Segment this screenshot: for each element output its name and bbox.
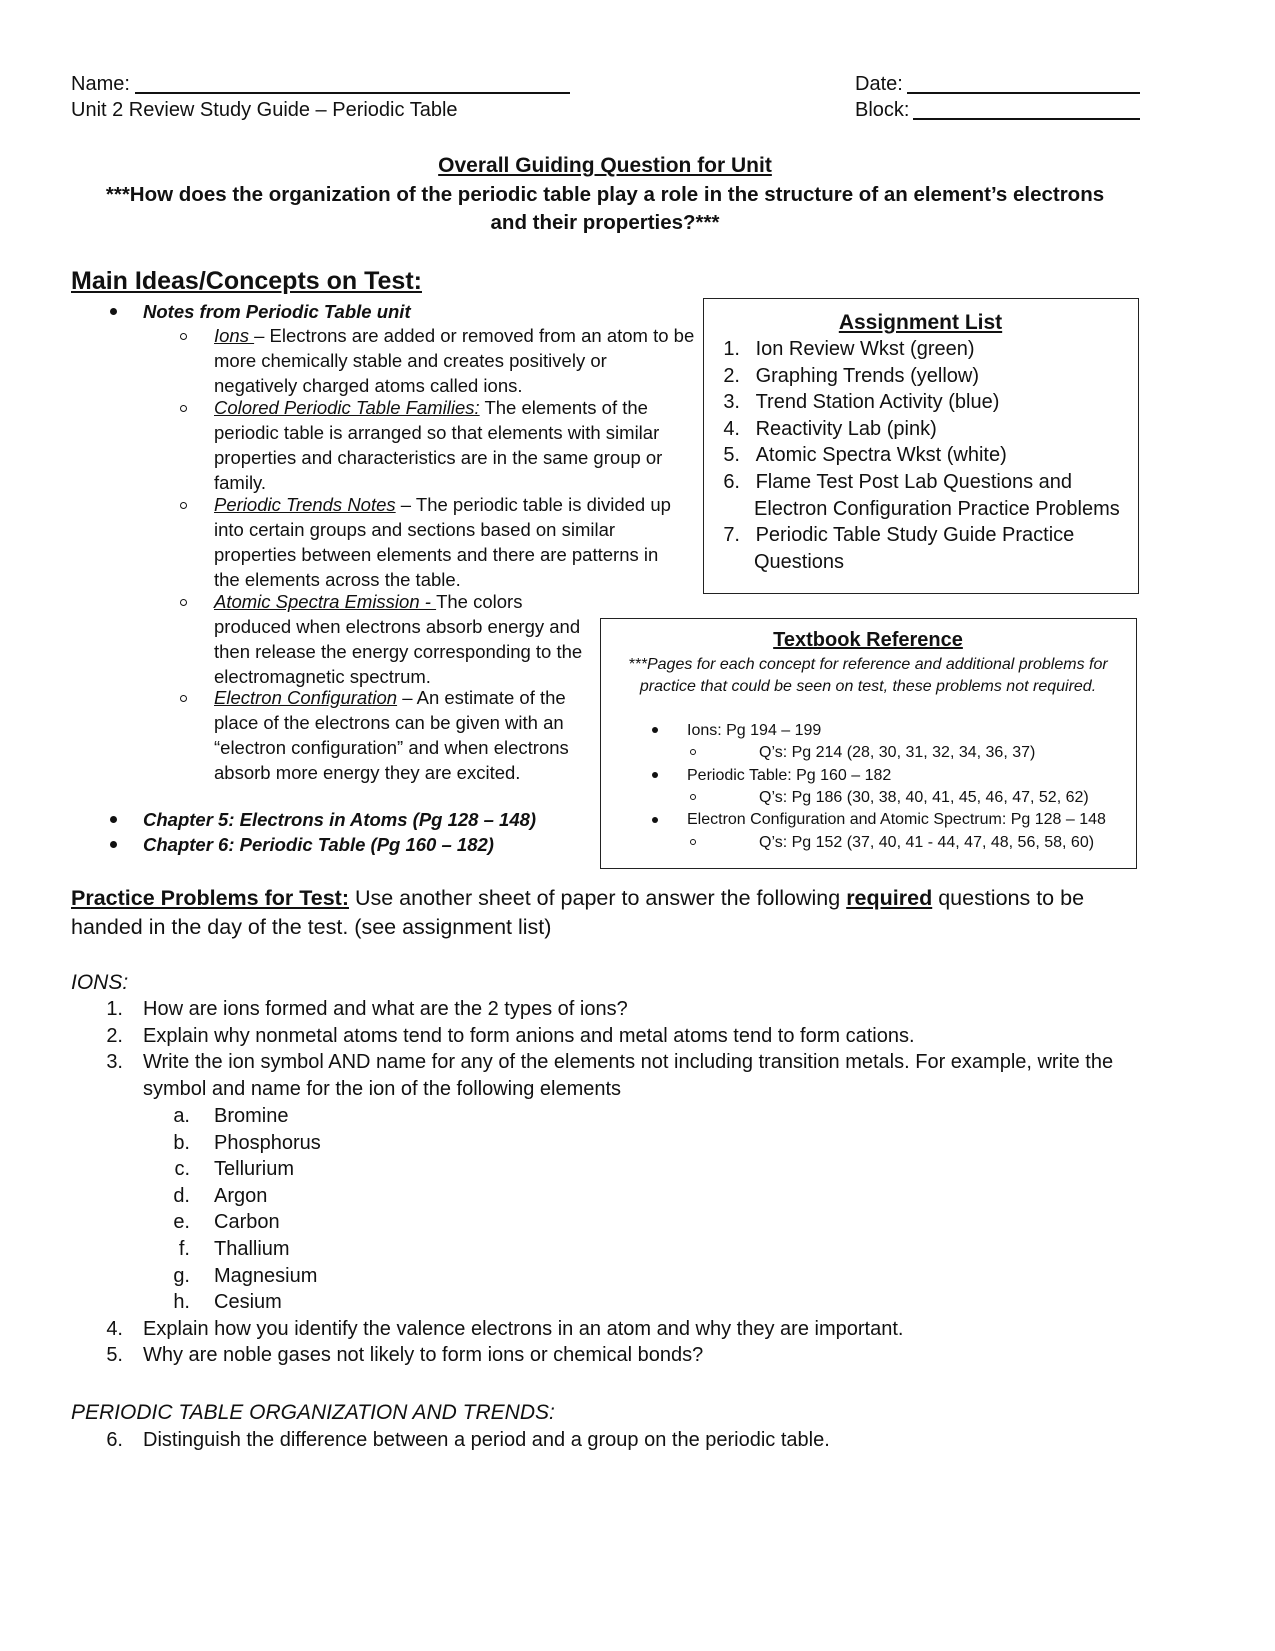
textbook-note-line2: practice that could be seen on test, these problems not required. [639,678,1097,695]
question-number: 5. [106,1344,123,1366]
guiding-question-line2: and their properties?*** [490,211,720,234]
assignment-list-heading: Assignment List [838,311,1003,334]
textbook-note-line1: ***Pages for each concept for reference and additional problems for [628,656,1108,673]
block-field-line[interactable] [913,118,1140,120]
question-4: Explain how you identify the valence electrons in an atom and why they are important. [143,1318,904,1340]
assignment-item: 2. Graphing Trends (yellow) [723,365,979,387]
reference-topic-periodic-table: Periodic Table: Pg 160 – 182 [687,767,892,784]
bullet-icon [652,817,658,823]
practice-intro: Practice Problems for Test: Use another sheet of paper to answer the following required questions to be [71,886,1085,910]
assignment-item-continued: Questions [754,551,845,573]
bullet-icon [110,308,117,315]
question-number: 3. [106,1051,123,1073]
concept-colored-families: Colored Periodic Table Families: The elements of the periodic table is arranged so that elements with similar properties and characteristics are in the same group or family. [214,397,663,493]
assignment-item: 6. Flame Test Post Lab Questions and [723,471,1073,493]
textbook-reference-box [600,618,1137,869]
chapter5-reference: Chapter 5: Electrons in Atoms (Pg 128 – 148) [143,809,537,830]
assignment-item: 5. Atomic Spectra Wkst (white) [723,444,1007,466]
guiding-question-line1: ***How does the organization of the periodic table play a role in the structure of an element’s electrons [105,183,1105,206]
notes-title: Notes from Periodic Table unit [143,301,411,322]
name-label: Name: [71,73,130,95]
question-number: 2. [106,1025,123,1047]
question-3-line2: symbol and name for the ion of the following elements [143,1078,622,1100]
guiding-heading: Overall Guiding Question for Unit [438,154,772,177]
reference-questions-periodic-table: Q’s: Pg 186 (30, 38, 40, 41, 45, 46, 47, 52, 62) [759,789,1089,806]
circle-bullet-icon [180,502,187,509]
reference-questions-electron-configuration: Q’s: Pg 152 (37, 40, 41 - 44, 47, 48, 56, 58, 60) [759,834,1095,851]
block-label: Block: [855,99,910,121]
assignment-item-continued: Electron Configuration Practice Problems [754,498,1120,520]
concept-periodic-trends: Periodic Trends Notes – The periodic table is divided up into certain groups and sections based on similar properties between elements and there are patterns in the elements across the table. [214,494,671,590]
circle-bullet-icon [180,333,187,340]
circle-bullet-icon [180,599,187,606]
practice-intro-line2: handed in the day of the test. (see assignment list) [71,915,552,939]
bullet-icon [652,727,658,733]
assignment-item: 3. Trend Station Activity (blue) [723,391,1000,413]
unit-title: Unit 2 Review Study Guide – Periodic Table [71,99,458,121]
concept-electron-configuration: Electron Configuration – An estimate of the place of the electrons can be given with an “electron configuration” and when electrons absorb more energy they are excited. [214,687,569,783]
question-number: 4. [106,1318,123,1340]
assignment-item: 4. Reactivity Lab (pink) [723,418,937,440]
bullet-icon [652,772,658,778]
question-6: Distinguish the difference between a period and a group on the periodic table. [143,1429,830,1451]
date-field-line[interactable] [907,92,1140,94]
question-2: Explain why nonmetal atoms tend to form anions and metal atoms tend to form cations. [143,1025,915,1047]
practice-heading: Practice Problems for Test: [71,886,349,910]
circle-bullet-icon [180,695,187,702]
question-number: 6. [106,1429,123,1451]
ions-heading: IONS: [71,971,129,994]
required-emphasis: required [846,886,933,910]
circle-bullet-icon [690,794,696,800]
circle-bullet-icon [690,839,696,845]
bullet-icon [110,841,117,848]
assignment-item: 7. Periodic Table Study Guide Practice [723,524,1075,546]
question-3-line1: Write the ion symbol AND name for any of the elements not including transition metals. For example, write the [143,1051,1114,1073]
trends-heading: PERIODIC TABLE ORGANIZATION AND TRENDS: [71,1401,555,1424]
reference-topic-ions: Ions: Pg 194 – 199 [687,722,822,739]
reference-questions-ions: Q’s: Pg 214 (28, 30, 31, 32, 34, 36, 37) [759,744,1036,761]
concept-atomic-spectra: Atomic Spectra Emission - The colors produced when electrons absorb energy and then release the energy corresponding to the electromagnetic spectrum. [214,591,583,687]
chapter6-reference: Chapter 6: Periodic Table (Pg 160 – 182) [143,834,494,855]
question-number: 1. [106,998,123,1020]
circle-bullet-icon [690,749,696,755]
assignment-list-box [703,298,1139,594]
reference-topic-electron-configuration: Electron Configuration and Atomic Spectrum: Pg 128 – 148 [687,811,1106,828]
study-guide-page: Name: Date: Unit 2 Review Study Guide – Periodic Table Block: Overall Guiding Question for Unit ***How does the organization of the periodic table play a role in the structure of an element’s electrons and their properties?*** Main Ideas/Concepts on Test: Notes from Periodic Table unit Ions – Electrons are added or removed from an atom to be more chemically stable and creates positively or negatively charged atoms called ions. Colored Periodic Table Families: The elements of the periodic table is arranged so that elements with similar properties and characteristics are in the same group or family. Periodic Trends Notes – The periodic table is divided up into certain groups and sections based on similar properties between elements and there are patterns in the elements across the table. Atomic Spectra Emission - The colors produced when electrons absorb energy and then release the energy corresponding to the electromagnetic spectrum. Electron Configuration – An estimate of the place of the electrons can be given with an “electron configuration” and when electrons absorb more energy they are excited. Chapter 5: Electrons in Atoms (Pg 128 – 148) Chapter 6: Periodic Table (Pg 160 – 182) Assignment List 1. Ion Review Wkst (green) 2. Graphing Trends (yellow) 3. Trend Station Activity (blue) 4. Reactivity Lab (pink) 5. Atomic Spectra Wkst (white) 6. Flame Test Post Lab Questions and Electron Configuration Practice Problems 7. Periodic Table Study Guide Practice Questions Textbook Reference ***Pages for each concept for reference and additional problems for practice that could be seen on test, these problems not required. Ions: Pg 194 – 199 Q’s: Pg 214 (28, 30, 31, 32, 34, 36, 37) Periodic Table: Pg 160 – 182 Q’s: Pg 186 (30, 38, 40, 41, 45, 46, 47, 52, 62) Electron Configuration and Atomic Spectrum: Pg 128 – 148 Q’s: Pg 152 (37, 40, 41 - 44, 47, 48, 56, 58, 60) Practice Problems for Test: Use another sheet of paper to answer the following required questions to be handed in the day of the test. (see assignment list) IONS: 1. How are ions formed and what are the 2 types of ions? 2. Explain why nonmetal atoms tend to form anions and metal atoms tend to form cations. 3. Write the ion symbol AND name for any of the elements not including transition metals. For example, write the symbol and name for the ion of the following elements a. Bromine b. Phosphorus c. Tellurium d. Argon e. Carbon f. Thallium g. Magnesium h. Cesium 4. Explain how you identify the valence electrons in an atom and why they are important. 5. Why are noble gases not likely to form ions or chemical bonds? PERIODIC TABLE ORGANIZATION AND TRENDS: 6. Distinguish the difference between a period and a group on the periodic table. [0,0,1275,1651]
main-ideas-heading: Main Ideas/Concepts on Test: [71,267,422,295]
assignment-item: 1. Ion Review Wkst (green) [723,338,975,360]
concept-ions: Ions – Electrons are added or removed from an atom to be more chemically stable and creates positively or negatively charged atoms called ions. [214,325,695,396]
textbook-reference-heading: Textbook Reference [773,629,963,651]
bullet-icon [110,816,117,823]
name-field-line[interactable] [135,92,570,94]
circle-bullet-icon [180,405,187,412]
question-5: Why are noble gases not likely to form ions or chemical bonds? [143,1344,704,1366]
question-1: How are ions formed and what are the 2 types of ions? [143,998,628,1020]
date-label: Date: [855,73,903,95]
